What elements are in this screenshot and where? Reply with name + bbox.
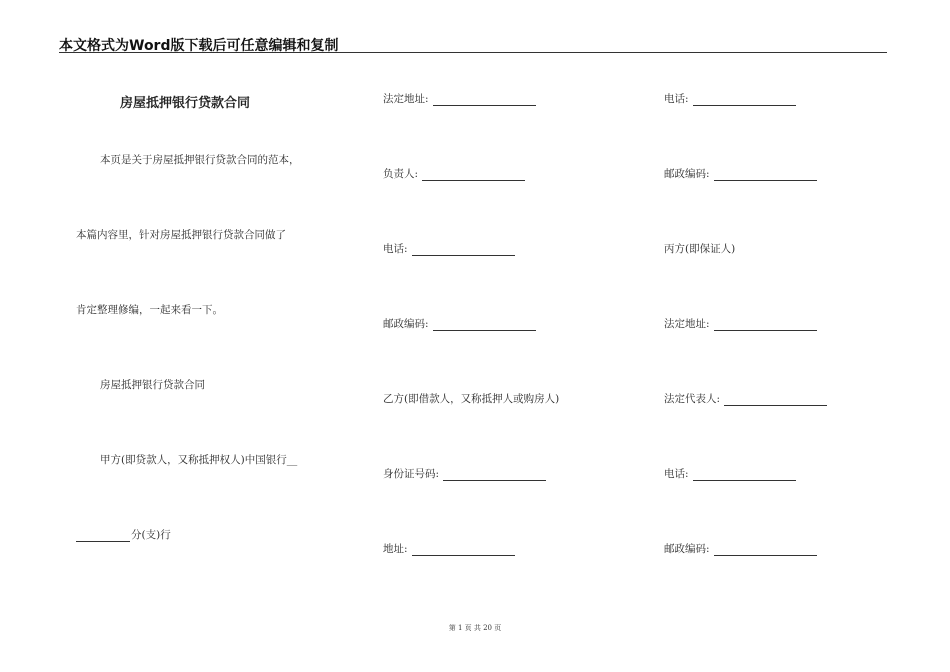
party-a-postcode — [383, 317, 536, 331]
fill-blank — [693, 468, 796, 481]
legal-address-label: 法定地址: — [383, 93, 429, 105]
postcode-label: 邮政编码: — [664, 168, 710, 180]
fill-blank — [433, 93, 536, 106]
fill-blank — [422, 168, 525, 181]
party-b-postcode — [664, 167, 817, 181]
legal-rep-label: 法定代表人: — [664, 393, 721, 405]
fill-blank — [412, 243, 515, 256]
postcode-label: 邮政编码: — [383, 318, 429, 330]
intro-line-2: 本篇内容里，针对房屋抵押银行贷款合同做了 — [76, 229, 286, 241]
page-header-title: 本文格式为Word版下载后可任意编辑和复制 — [59, 38, 339, 54]
header-divider — [59, 52, 887, 53]
postcode-label: 邮政编码: — [664, 543, 710, 555]
party-b-line: 乙方(即借款人，又称抵押人或购房人) — [383, 393, 560, 405]
document-title: 房屋抵押银行贷款合同 — [120, 96, 251, 111]
fill-blank — [714, 168, 817, 181]
party-c-legal-rep — [664, 392, 827, 406]
id-number-label: 身份证号码: — [383, 468, 440, 480]
party-b-id-number — [383, 467, 546, 481]
fill-blank — [433, 318, 536, 331]
party-a-responsible — [383, 167, 525, 181]
fill-blank — [443, 468, 546, 481]
fill-blank — [714, 318, 817, 331]
intro-line-3: 肯定整理修编，一起来看一下。 — [76, 304, 223, 316]
party-a-phone — [383, 242, 515, 256]
party-c-phone — [664, 467, 796, 481]
party-c-line: 丙方(即保证人) — [664, 243, 736, 255]
branch-line — [76, 528, 171, 542]
phone-label: 电话: — [664, 468, 689, 480]
legal-address-label: 法定地址: — [664, 318, 710, 330]
party-b-phone — [664, 92, 796, 106]
branch-blank — [76, 529, 130, 542]
party-c-postcode — [664, 542, 817, 556]
fill-blank — [714, 543, 817, 556]
party-b-address — [383, 542, 515, 556]
intro-line-1: 本页是关于房屋抵押银行贷款合同的范本， — [100, 154, 300, 166]
party-c-legal-address — [664, 317, 817, 331]
party-a-legal-address — [383, 92, 536, 106]
party-a-line: 甲方(即贷款人，又称抵押权人)中国银行__ — [100, 454, 298, 466]
contract-heading: 房屋抵押银行贷款合同 — [100, 379, 205, 391]
branch-label: 分(支)行 — [131, 529, 171, 541]
responsible-label: 负责人: — [383, 168, 419, 180]
phone-label: 电话: — [383, 243, 408, 255]
page-number: 第 1 页 共 20 页 — [448, 624, 502, 632]
phone-label: 电话: — [664, 93, 689, 105]
fill-blank — [724, 393, 827, 406]
fill-blank — [412, 543, 515, 556]
address-label: 地址: — [383, 543, 408, 555]
fill-blank — [693, 93, 796, 106]
